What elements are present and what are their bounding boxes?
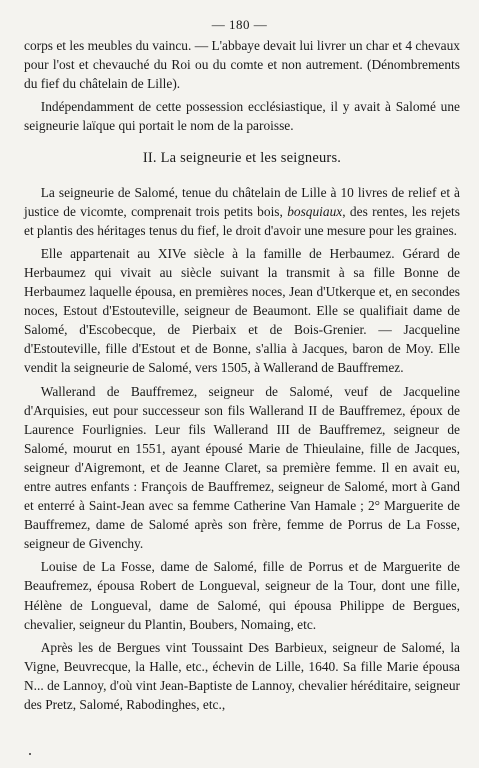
paragraph: Wallerand de Bauffremez, seigneur de Salomé, veuf de Jacqueline d'Arquisies, eut pour successeur son fils Wallerand II de Bauffremez, époux de Laurence Fourlignies. Leur fils Wallerand III de Bauffremez, seigneur de Salomé, mourut en 1551, ayant épousé Marie de Thieulaine, fille de Jacques, seigneur d'Aigremont, et de Jeanne Claret, sa première femme. Il en avait eu, entre autres enfants : François de Bauffremez, seigneur de Salomé, mort à Gand et enterré à Saint-Jean avec sa femme Catherine Van Hamale ; 2° Marguerite de Bauffremez, dame de Salomé après son frère, femme de Porrus de La Fosse, seigneur de Givenchy. — [24, 383, 460, 552]
text-run: La seigneurie de Salomé, tenue du châtelain de Lille à 10 livres de relief et à justice de vicomte, comprenait trois petits bois, — [24, 184, 460, 219]
paragraph-seigneurie — [24, 183, 460, 240]
paragraph: Indépendamment de cette possession ecclésiastique, il y avait à Salomé une seigneurie laïque qui portait le nom de la paroisse. — [24, 99, 460, 134]
page-number: — 180 — — [211, 17, 268, 32]
document-body — [24, 36, 460, 718]
print-speck — [29, 753, 31, 755]
paragraph: Elle appartenait au XIVe siècle à la famille de Herbaumez. Gérard de Herbaumez qui vivait au siècle suivant la transmit à sa fille Bonne de Herbaumez laquelle épousa, en premières noces, Jean d'Utkerque et, en secondes noces, Estout d'Estouteville, seigneur de Beaumont. Elle se qualifiait dame de Salomé, d'Escobecque, de Pierbaix et de Bois-Grenier. — Jacqueline d'Estouteville, fille d'Estout et de Bonne, s'allia à Jacques, baron de Moy. Elle vendit la seigneurie de Salomé, vers 1505, à Wallerand de Bauffremez. — [24, 245, 460, 376]
paragraph-continued: corps et les meubles du vaincu. — L'abbaye devait lui livrer un char et 4 chevaux pour l'ost et chevauché du Roi ou du comte et non autrement. (Dénombrements du fief du châtelain de Lille). — [24, 38, 460, 92]
text-run: , des rentes, les rejets et plantis des héritages tenus du fief, le droit d'avoir une mesure pour les graines. — [24, 203, 460, 238]
paragraph: Louise de La Fosse, dame de Salomé, fille de Porrus et de Marguerite de Beaufremez, épousa Robert de Longueval, seigneur de la Tour, dont une fille, Hélène de Longueval, dame de Salomé, qui épousa Philippe de Bergues, chevalier, seigneur du Plantin, Boubers, Nomaing, etc. — [24, 559, 460, 632]
italic-term: bosquiaux — [287, 203, 343, 219]
paragraph: Après les de Bergues vint Toussaint Des Barbieux, seigneur de Salomé, la Vigne, Beuvrecque, la Halle, etc., échevin de Lille, 1640. Sa fille Marie épousa N... de Lannoy, d'où vint Jean-Baptiste de Lannoy, chevalier héréditaire, seigneur des Pretz, Salomé, Rabodinghes, etc., — [24, 639, 460, 712]
section-heading: II. La seigneurie et les seigneurs. — [142, 150, 342, 167]
